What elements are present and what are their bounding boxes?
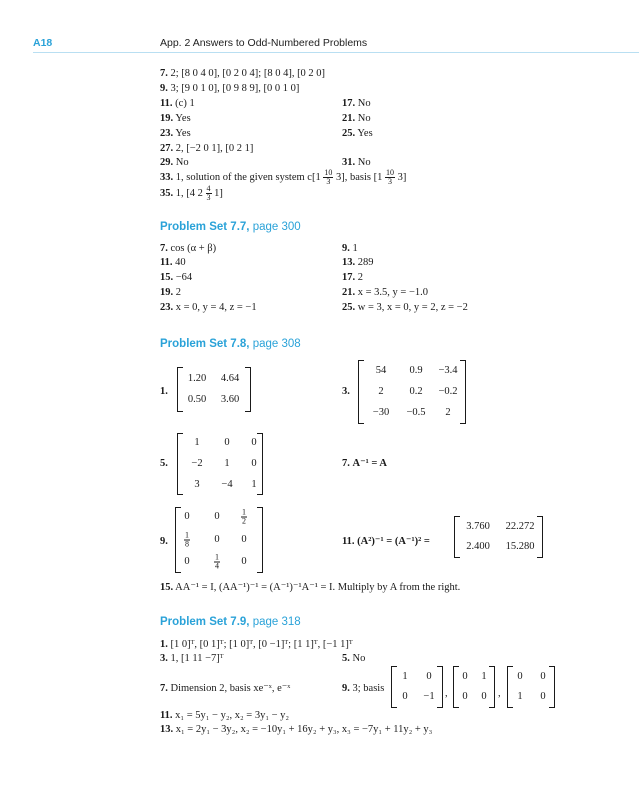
- answer-23: 23. x = 0, y = 4, z = −1: [160, 302, 257, 313]
- answer-5: 5. No: [342, 653, 366, 664]
- answer-7: 7. 2; [8 0 4 0], [0 2 0 4]; [8 0 4], [0 2 0]: [160, 68, 326, 79]
- answer-number: 3.: [342, 386, 350, 397]
- answer-19: 19. Yes: [160, 113, 191, 124]
- answer-17: 17. 2: [342, 272, 363, 283]
- answer-number: 1.: [160, 386, 168, 397]
- answer-3: 3. 1, [1 11 −7]ᵀ: [160, 653, 224, 664]
- answer-11: 11. (c) 1: [160, 98, 195, 109]
- answer-25: 25. Yes: [342, 128, 373, 139]
- answer-number: 9.: [160, 536, 168, 547]
- answer-9: 9. 1: [342, 243, 358, 254]
- section-heading-7-7: Problem Set 7.7, page 300: [160, 221, 301, 233]
- answer-13: 13. 289: [342, 257, 374, 268]
- answer-number: 5.: [160, 458, 168, 469]
- matrix: 3.760 22.272 2.400 15.280: [454, 516, 543, 558]
- answer-7: 7. Dimension 2, basis xe⁻ˣ, e⁻ˣ: [160, 683, 291, 694]
- answer-1: 1. [1 0]ᵀ, [0 1]ᵀ; [1 0]ᵀ, [0 −1]ᵀ; [1 1]ᵀ, [−1 1]ᵀ: [160, 639, 353, 650]
- answer-25: 25. w = 3, x = 0, y = 2, z = −2: [342, 302, 468, 313]
- matrix: 1.20 4.64 0.50 3.60: [177, 367, 251, 412]
- answer-15: 15. AA⁻¹ = I, (AA⁻¹)⁻¹ = (A⁻¹)⁻¹A⁻¹ = I. Multiply by A from the right.: [160, 582, 461, 593]
- answer-13: 13. x₁ = 2y₁ − 3y₂, x₂ = −10y₁ + 16y₂ + y₃, x₃ = −7y₁ + 11y₂ + y₃: [160, 724, 433, 735]
- answer-11: 11. 40: [160, 257, 186, 268]
- comma: ,: [498, 688, 501, 699]
- matrix: 0 0 1 0: [507, 666, 555, 708]
- answer-11: 11. (A²)⁻¹ = (A⁻¹)² =: [342, 536, 430, 547]
- fraction: $\frac{1}{4}$: [215, 552, 219, 571]
- matrix: 1 0 0 −2 1 0 3 −4 1: [177, 433, 263, 495]
- answer-23: 23. Yes: [160, 128, 191, 139]
- fraction: $\frac{4}{3}$: [206, 184, 211, 202]
- matrix: 0 1 0 0: [453, 666, 495, 708]
- answer-33: 33. 1, solution of the given system c[1 $\frac{10}{3}$ 3], basis [1 $\frac{10}{3}$ 3]: [160, 168, 407, 186]
- answer-7: 7. cos (α + β): [160, 243, 217, 254]
- answer-15: 15. −64: [160, 272, 193, 283]
- fraction: $\frac{10}{3}$: [324, 168, 333, 186]
- matrix: 54 0.9 −3.4 2 0.2 −0.2 −30 −0.5 2: [358, 360, 466, 424]
- running-title: App. 2 Answers to Odd-Numbered Problems: [160, 37, 368, 49]
- answer-17: 17. No: [342, 98, 371, 109]
- header-rule: [33, 52, 639, 53]
- answer-7: 7. A⁻¹ = A: [342, 458, 388, 469]
- fraction: $\frac{1}{8}$: [185, 530, 189, 549]
- answer-27: 27. 2, [−2 0 1], [0 2 1]: [160, 143, 254, 154]
- answer-31: 31. No: [342, 157, 371, 168]
- answer-35: 35. 1, [4 2 $\frac{4}{3}$ 1]: [160, 184, 223, 202]
- answer-19: 19. 2: [160, 287, 181, 298]
- answer-11: 11. x₁ = 5y₁ − y₂, x₂ = 3y₁ − y₂: [160, 710, 290, 721]
- comma: ,: [445, 688, 448, 699]
- fraction: $\frac{1}{2}$: [242, 507, 246, 526]
- section-heading-7-8: Problem Set 7.8, page 308: [160, 338, 301, 350]
- fraction: $\frac{10}{3}$: [385, 168, 394, 186]
- matrix: 0 0 $\frac{1}{2}$ $\frac{1}{8}$ 0 0 0 $\frac{1}{4}$ 0: [175, 507, 263, 573]
- matrix: 1 0 0 −1: [391, 666, 443, 708]
- answer-9: 9. 3; [9 0 1 0], [0 9 8 9], [0 0 1 0]: [160, 83, 300, 94]
- answer-29: 29. No: [160, 157, 189, 168]
- answer-21: 21. x = 3.5, y = −1.0: [342, 287, 429, 298]
- answer-21: 21. No: [342, 113, 371, 124]
- answer-9: 9. 3; basis: [342, 683, 385, 694]
- page-number: A18: [33, 37, 53, 49]
- section-heading-7-9: Problem Set 7.9, page 318: [160, 616, 301, 628]
